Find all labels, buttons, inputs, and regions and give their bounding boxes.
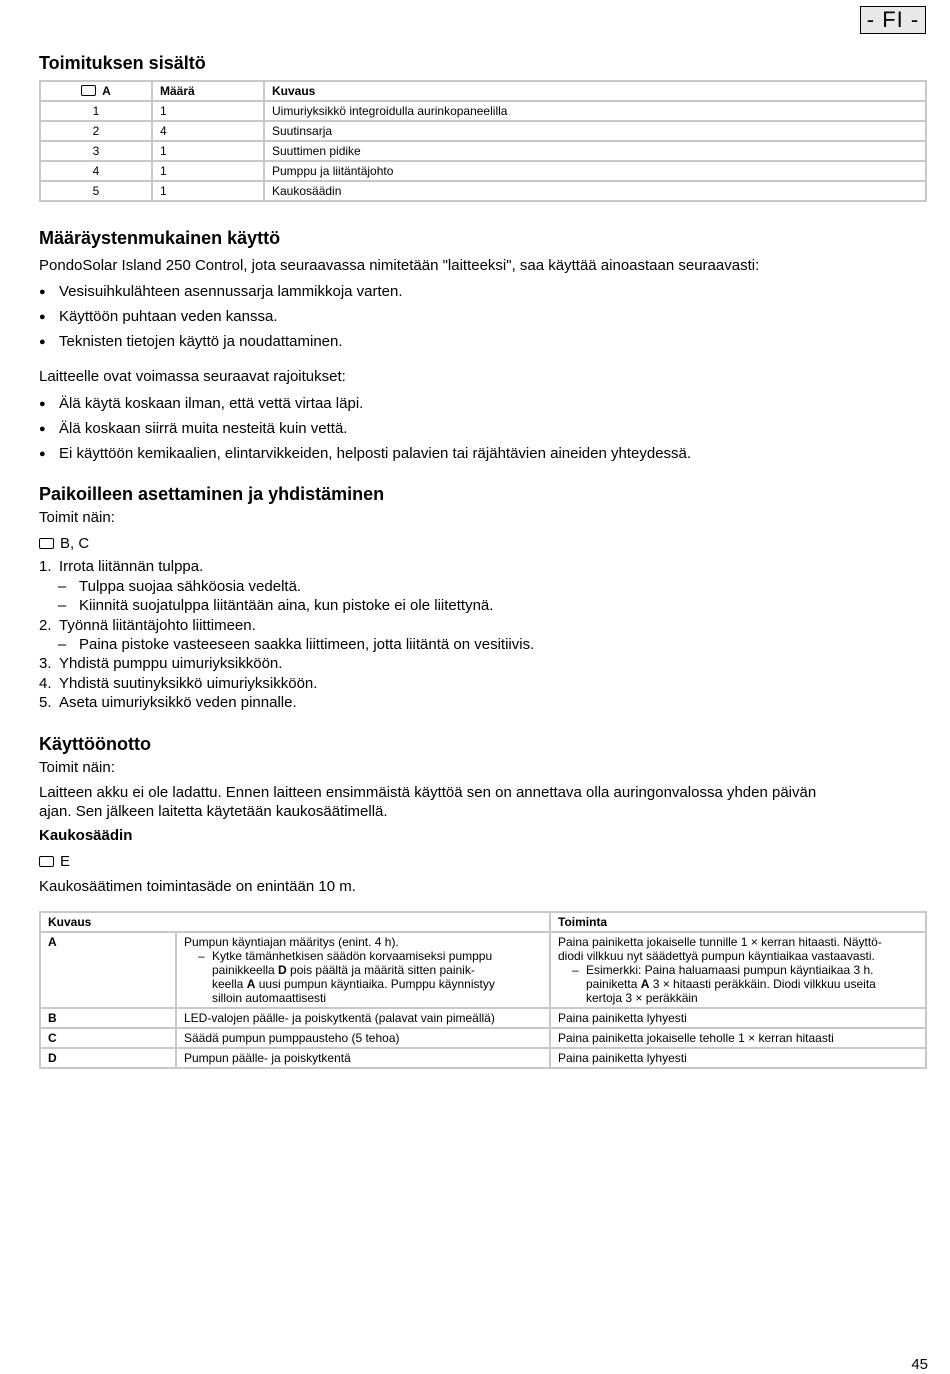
step-item: 5. Aseta uimuriyksikkö veden pinnalle.	[39, 694, 297, 711]
list-item: ● Älä koskaan siirrä muita nesteitä kuin vettä.	[39, 420, 348, 437]
figure-reference: E	[39, 852, 70, 872]
section-title-commissioning: Käyttöönotto	[39, 734, 151, 754]
table-row: B LED-valojen päälle- ja poiskytkentä (palavat vain pimeällä) Paina painiketta lyhyesti	[40, 1008, 926, 1028]
table-row: 2 4 Suutinsarja	[40, 121, 926, 141]
book-icon	[39, 538, 54, 549]
bullet-icon: ●	[39, 448, 46, 460]
remote-control-table	[39, 911, 927, 1069]
bullet-icon: ●	[39, 423, 46, 435]
substep-item: – Paina pistoke vasteeseen saakka liittimeen, jotta liitäntä on vesitiivis.	[58, 636, 535, 653]
list-item: ● Älä käytä koskaan ilman, että vettä virtaa läpi.	[39, 395, 364, 412]
delivery-table	[39, 80, 927, 202]
page-number: 45	[911, 1356, 928, 1373]
bullet-icon: ●	[39, 336, 46, 348]
table-row: 5 1 Kaukosäädin	[40, 181, 926, 201]
step-item: 1. Irrota liitännän tulppa.	[39, 558, 204, 575]
instruction-lead: Toimit näin:	[39, 759, 115, 776]
table-row: 4 1 Pumppu ja liitäntäjohto	[40, 161, 926, 181]
step-item: 3. Yhdistä pumppu uimuriyksikköön.	[39, 655, 283, 672]
substep-item: – Kiinnitä suojatulppa liitäntään aina, kun pistoke ei ole liitettynä.	[58, 597, 494, 614]
step-item: 2. Työnnä liitäntäjohto liittimeen.	[39, 617, 256, 634]
bullet-icon: ●	[39, 286, 46, 298]
table-row: C Säädä pumpun pumppausteho (5 tehoa) Paina painiketta jokaiselle teholle 1 × kerran hitaasti	[40, 1028, 926, 1048]
col-header-description: Kuvaus	[264, 81, 926, 101]
book-icon	[81, 85, 96, 96]
table-row: 3 1 Suuttimen pidike	[40, 141, 926, 161]
list-item: ● Käyttöön puhtaan veden kanssa.	[39, 308, 278, 325]
substep-item: – Tulppa suojaa sähköosia vedeltä.	[58, 578, 302, 595]
paragraph-line: ajan. Sen jälkeen laitetta käytetään kaukosäätimellä.	[39, 803, 388, 820]
col-header-function: Toiminta	[550, 912, 926, 932]
section-title-intended-use: Määräystenmukainen käyttö	[39, 228, 281, 248]
bullet-icon: ●	[39, 311, 46, 323]
section-title-installation: Paikoilleen asettaminen ja yhdistäminen	[39, 484, 385, 504]
intended-use-intro: PondoSolar Island 250 Control, jota seuraavassa nimitetään "laitteeksi", saa käyttää ainoastaan seuraavasti:	[39, 257, 760, 274]
bullet-icon: ●	[39, 398, 46, 410]
table-row: A Pumpun käyntiajan määritys (enint. 4 h). – Kytke tämänhetkisen säädön korvaamiseksi pumppu painikkeella D pois päältä ja määritä sitten painik- keella A uusi pumpun käyntiaika. Pumppu käynnistyy silloin automaattisesti Paina painiketta jokaiselle tunnille 1 × kerran hitaasti. Näyttö- diodi vilkkuu nyt säädettyä pumpun käyntiaikaa vastaavasti. – Esimerkki: Paina haluamaasi pumpun käyntiaikaa 3 h. painiketta A 3 × hitaasti peräkkäin. Diodi vilkkuu useita kertoja 3 × peräkkäin	[40, 932, 926, 1008]
step-item: 4. Yhdistä suutinyksikkö uimuriyksikköön.	[39, 675, 318, 692]
language-badge: - FI -	[860, 6, 926, 34]
section-title-delivery: Toimituksen sisältö	[39, 53, 206, 73]
figure-reference: B, C	[39, 534, 89, 554]
list-item: ● Ei käyttöön kemikaalien, elintarvikkeiden, helposti palavien tai räjähtävien aineiden yhteydessä.	[39, 445, 692, 462]
col-header-quantity: Määrä	[152, 81, 264, 101]
list-item: ● Teknisten tietojen käyttö ja noudattaminen.	[39, 333, 343, 350]
table-row: 1 1 Uimuriyksikkö integroidulla aurinkopaneelilla	[40, 101, 926, 121]
book-icon	[39, 856, 54, 867]
restrictions-intro: Laitteelle ovat voimassa seuraavat rajoitukset:	[39, 368, 346, 385]
subsection-title-remote: Kaukosäädin	[39, 827, 133, 844]
range-note: Kaukosäätimen toimintasäde on enintään 10 m.	[39, 878, 356, 895]
col-header-figure: A	[40, 81, 152, 101]
table-row: D Pumpun päälle- ja poiskytkentä Paina painiketta lyhyesti	[40, 1048, 926, 1068]
col-header-description: Kuvaus	[40, 912, 550, 932]
list-item: ● Vesisuihkulähteen asennussarja lammikkoja varten.	[39, 283, 403, 300]
instruction-lead: Toimit näin:	[39, 509, 115, 526]
paragraph-line: Laitteen akku ei ole ladattu. Ennen laitteen ensimmäistä käyttöä sen on annettava olla auringonvalossa yhden päivän	[39, 784, 817, 801]
